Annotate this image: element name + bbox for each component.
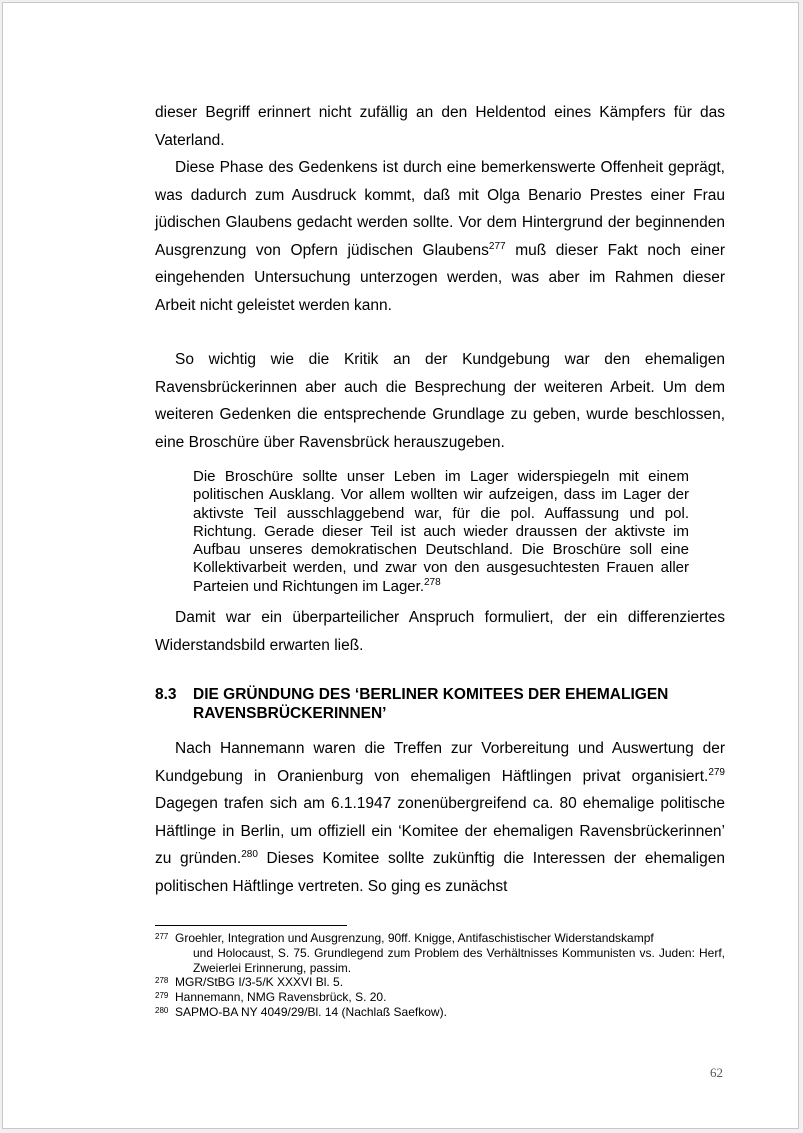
footnote-ref-279[interactable]: 279 xyxy=(708,766,725,778)
footnote-ref-277[interactable]: 277 xyxy=(488,240,506,252)
paragraph-1: dieser Begriff erinnert nicht zufällig an den Heldentod eines Kämpfers für das Vaterland. xyxy=(155,104,725,149)
footnote-text: SAPMO-BA NY 4049/29/Bl. 14 (Nachlaß Saefkow). xyxy=(175,1005,447,1020)
paragraph-3: So wichtig wie die Kritik an der Kundgebung war den ehemaligen Ravensbrückerinnen aber auch die Besprechung der weiteren Arbeit. Um dem weiteren Gedenken die entsprechende Grundlage zu geben, wurde beschlossen, eine Broschüre über Ravensbrück herauszugeben. xyxy=(155,351,725,451)
quote-text: Die Broschüre sollte unser Leben im Lager widerspiegeln mit einem politischen Ausklang. Vor allem wollten wir aufzeigen, dass im Lager der aktivste Teil ausschlaggebend war, für die pol. Auffassung und pol. Richtung. Gerade dieser Teil ist auch wieder draussen der aktivste im Aufbau unseres demokratischen Deutschland. Die Broschüre soll eine Kollektivarbeit werden, und zwar von den ausgesuchtesten Frauen aller Parteien und Richtungen im Lager. xyxy=(193,468,689,595)
paragraph-2-part-a: Diese Phase des Gedenkens ist durch eine bemerkenswerte Offenheit geprägt, was dadurch zum Ausdruck kommt, daß mit Olga Benario Prestes einer Frau jüdischen Glaubens gedacht werden sollte. Vor dem Hintergrund der beginnenden Ausgrenzung von Opfern jüdischen Glaubens xyxy=(155,159,725,259)
page-content xyxy=(155,99,725,1020)
paragraph-2 xyxy=(155,154,725,319)
footnote-text: MGR/StBG I/3-5/K XXXVI Bl. 5. xyxy=(175,975,344,990)
document-page xyxy=(2,2,799,1129)
footnote-line-1: Groehler, Integration und Ausgrenzung, 90ff. Knigge, Antifaschistischer Widerstandskampf xyxy=(175,931,654,946)
paragraph-4: Damit war ein überparteilicher Anspruch formuliert, der ein differenziertes Widerstandsbild erwarten ließ. xyxy=(155,609,725,654)
footnote-line-2: und Holocaust, S. 75. Grundlegend zum Problem des Verhältnisses Kommunisten vs. Juden: Herf, Zweierlei Erinnerung, passim. xyxy=(193,945,725,975)
paragraph-2-part-b: muß dieser Fakt noch einer eingehenden Untersuchung unterzogen werden, was aber im Rahmen dieser Arbeit nicht geleistet werden kann. xyxy=(155,241,725,314)
footnote-text: Hannemann, NMG Ravensbrück, S. 20. xyxy=(175,990,387,1005)
footnote-280 xyxy=(155,1005,725,1020)
footnote-separator xyxy=(155,925,347,926)
section-title: DIE GRÜNDUNG DES ‘BERLINER KOMITEES DER EHEMALIGEN RAVENSBRÜCKERINNEN’ xyxy=(193,686,669,723)
section-number: 8.3 xyxy=(155,686,177,704)
paragraph-5-part-c: Dieses Komitee sollte zukünftig die Interessen der ehemaligen politischen Häftlinge vertreten. So ging es zunächst xyxy=(155,850,725,895)
paragraph-spacer xyxy=(155,319,725,346)
paragraph-5-part-b: Dagegen trafen sich am 6.1.1947 zonenübergreifend ca. 80 ehemalige politische Häftlinge in Berlin, um offiziell ein ‘Komitee der ehemaligen Ravensbrückerinnen’ zu gründen. xyxy=(155,795,725,868)
paragraph-5 xyxy=(155,735,725,900)
page-number: 62 xyxy=(710,1065,723,1080)
paragraph-5-part-a: Nach Hannemann waren die Treffen zur Vorbereitung und Auswertung der Kundgebung in Oranienburg von ehemaligen Häftlingen privat organisiert. xyxy=(155,740,725,785)
block-quote xyxy=(193,468,689,596)
section-heading xyxy=(155,685,725,723)
footnote-278 xyxy=(155,975,725,990)
footnote-277 xyxy=(155,931,725,975)
footnote-number: 277 xyxy=(155,932,169,942)
footnote-number: 279 xyxy=(155,991,169,1001)
footnote-ref-278[interactable]: 278 xyxy=(423,576,441,588)
footnote-ref-280[interactable]: 280 xyxy=(241,849,258,861)
footnote-number: 280 xyxy=(155,1006,169,1016)
footnote-279 xyxy=(155,990,725,1005)
footnote-number: 278 xyxy=(155,976,169,986)
footnote-text xyxy=(175,931,725,975)
